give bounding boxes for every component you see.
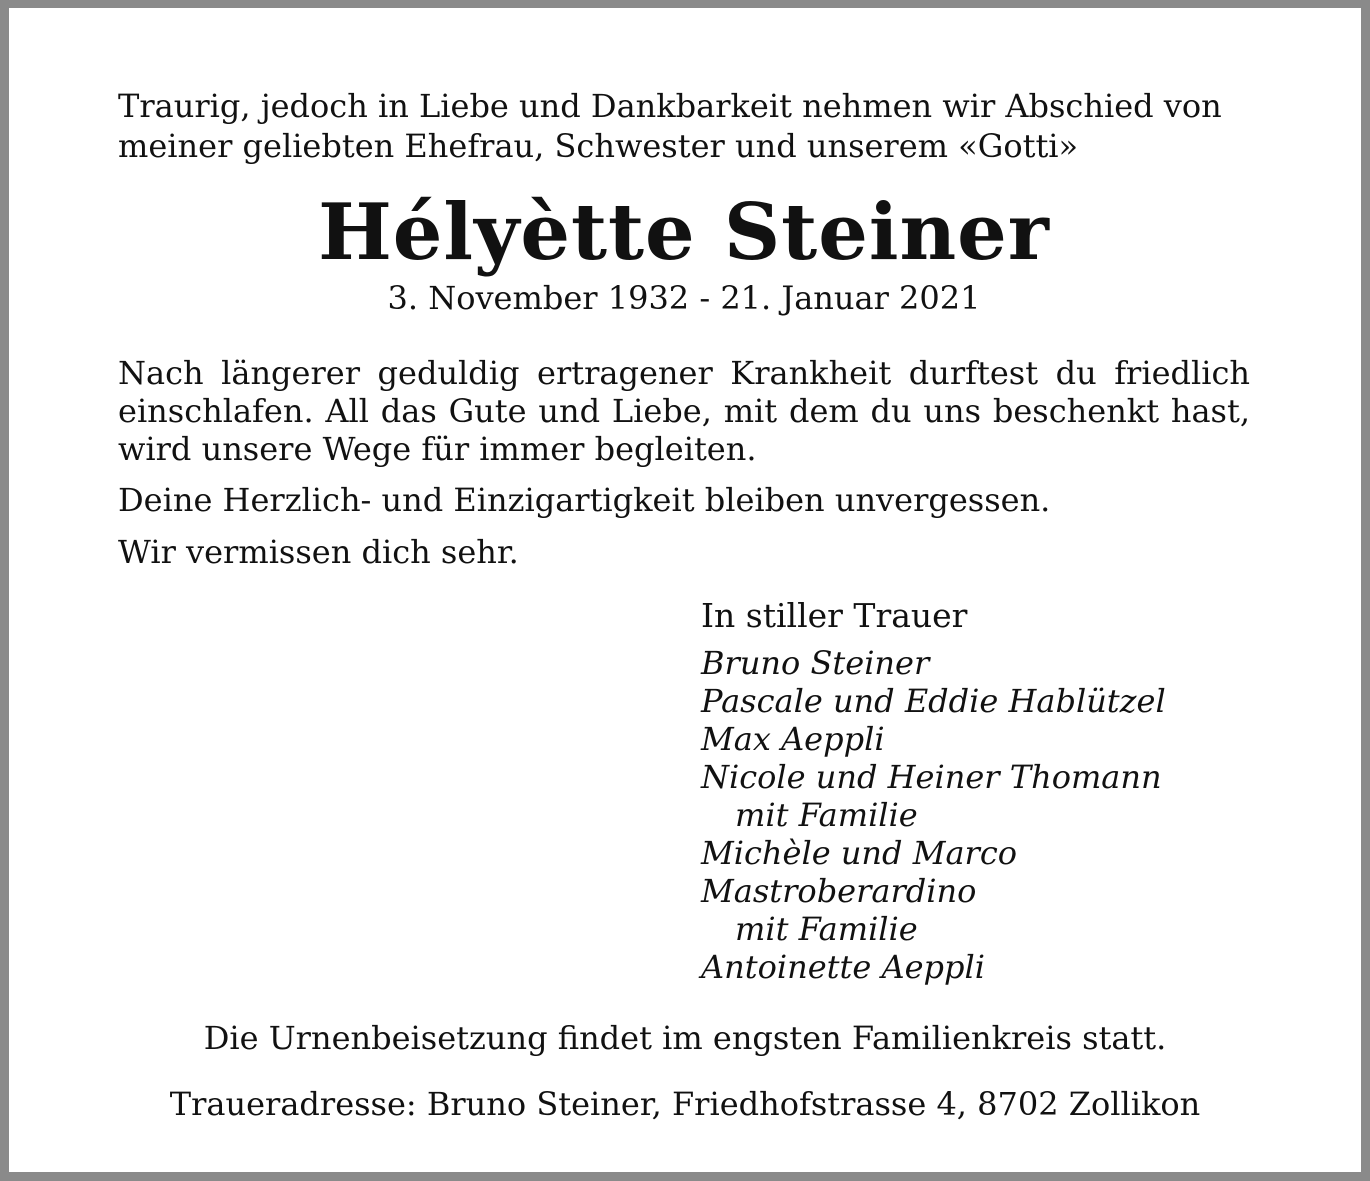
mourning-address: Traueradresse: Bruno Steiner, Friedhofstrasse 4, 8702 Zollikon [169, 1085, 1201, 1123]
life-dates: 3. November 1932 - 21. Januar 2021 [387, 279, 981, 317]
document-content [118, 86, 1250, 986]
intro-text: Traurig, jedoch in Liebe und Dankbarkeit nehmen wir Abschied von meiner geliebten Ehefrau, Schwester und unserem «Gotti» [118, 87, 1222, 165]
burial-notice: Die Urnenbeisetzung findet im engsten Familienkreis statt. [203, 1019, 1167, 1057]
mourner-list [701, 644, 1301, 986]
mourner-name: Michèle und Marco Mastroberardino [701, 834, 1018, 910]
mourner-name-continuation: mit Familie [735, 910, 918, 948]
signoff-block [701, 596, 1301, 986]
mourner-name: Antoinette Aeppli [701, 948, 985, 986]
mourner-name: Max Aeppli [701, 720, 885, 758]
paragraph-1: Nach längerer geduldig ertragener Krankheit durftest du friedlich einschlafen. All das Gute und Liebe, mit dem du uns beschenkt hast, wird unsere Wege für immer begleiten. [118, 354, 1250, 468]
paragraph-3: Wir vermissen dich sehr. [118, 533, 519, 571]
mourner-name: Nicole und Heiner Thomann [701, 758, 1162, 796]
paragraph-2: Deine Herzlich- und Einzigartigkeit bleiben unvergessen. [118, 481, 1051, 519]
mourner-name: Bruno Steiner [701, 644, 930, 682]
mourner-name: Pascale und Eddie Hablützel [701, 682, 1166, 720]
deceased-name: Hélyètte Steiner [318, 187, 1050, 278]
mourner-name-continuation: mit Familie [735, 796, 918, 834]
signoff-heading: In stiller Trauer [701, 596, 968, 635]
